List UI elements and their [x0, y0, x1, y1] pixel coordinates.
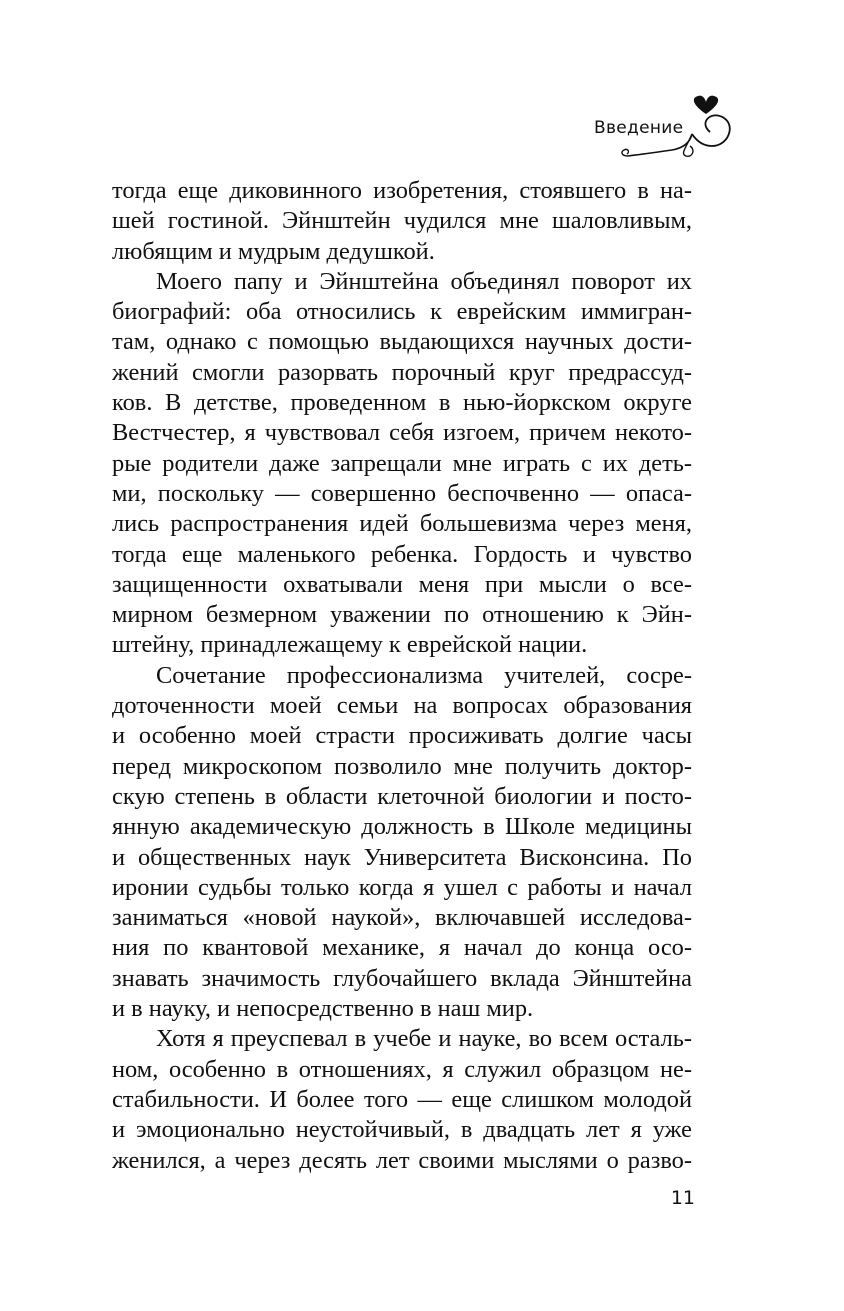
text-line: и эмоционально неустойчивый, в двадцать лет я уже [112, 1116, 692, 1144]
page-number: 11 [670, 1187, 695, 1209]
text-line: любящим и мудрым дедушкой. [112, 237, 435, 265]
text-line: ков. В детстве, проведенном в нью-йоркском округе [112, 389, 692, 417]
paragraph [112, 1024, 692, 1175]
text-line: Моего папу и Эйнштейна объединял поворот их [156, 267, 692, 295]
text-line: ном, особенно в отношениях, я служил образцом не- [112, 1055, 692, 1083]
text-line: и в науку, и непосредственно в наш мир. [112, 995, 534, 1023]
paragraph [112, 267, 692, 661]
text-line: штейну, принадлежащему к еврейской нации. [112, 631, 588, 659]
running-head [594, 92, 754, 172]
text-line: иронии судьбы только когда я ушел с работы и начал [112, 873, 692, 901]
text-line: там, однако с помощью выдающихся научных дости- [112, 328, 692, 356]
page-body-text [112, 176, 692, 1176]
text-line: ми, поскольку — совершенно беспочвенно — опаса- [112, 479, 692, 507]
running-head-title: Введение [594, 118, 684, 138]
text-line: тогда еще маленького ребенка. Гордость и чувство [112, 540, 692, 568]
text-line: лись распространения идей большевизма через меня, [112, 510, 692, 538]
text-line: биографий: оба относились к еврейским иммигран- [112, 298, 692, 326]
text-line: рые родители даже запрещали мне играть с их деть- [112, 449, 692, 477]
text-line: доточенности моей семьи на вопросах образования [112, 692, 692, 720]
text-line: женился, а через десять лет своими мыслями о разво- [112, 1146, 692, 1174]
text-line: перед микроскопом позволило мне получить доктор- [112, 752, 692, 780]
paragraph [112, 176, 692, 267]
text-line: мирном безмерном уважении по отношению к Эйн- [112, 601, 692, 629]
text-line: тогда еще диковинного изобретения, стоявшего в на- [112, 177, 692, 204]
text-line: Сочетание профессионализма учителей, сосре- [156, 661, 692, 689]
paragraph [112, 661, 692, 1025]
text-line: стабильности. И более того — еще слишком молодой [112, 1085, 692, 1113]
text-line: Вестчестер, я чувствовал себя изгоем, причем некото- [112, 419, 692, 447]
text-line: янную академическую должность в Школе медицины [112, 813, 692, 841]
text-line: заниматься «новой наукой», включавшей исследова- [112, 904, 692, 932]
text-line: шей гостиной. Эйнштейн чудился мне шаловливым, [112, 207, 692, 235]
text-line: и особенно моей страсти просиживать долгие часы [112, 722, 692, 750]
text-line: жений смогли разорвать порочный круг предрассуд- [112, 358, 692, 386]
text-line: и общественных наук Университета Висконсина. По [112, 843, 692, 871]
text-line: защищенности охватывали меня при мысли о все- [112, 570, 692, 598]
text-line: ния по квантовой механике, я начал до конца осо- [112, 934, 692, 962]
text-line: знавать значимость глубочайшего вклада Эйнштейна [112, 964, 692, 992]
text-line: скую степень в области клеточной биологии и посто- [112, 782, 692, 810]
text-line: Хотя я преуспевал в учебе и науке, во всем осталь- [156, 1025, 692, 1053]
